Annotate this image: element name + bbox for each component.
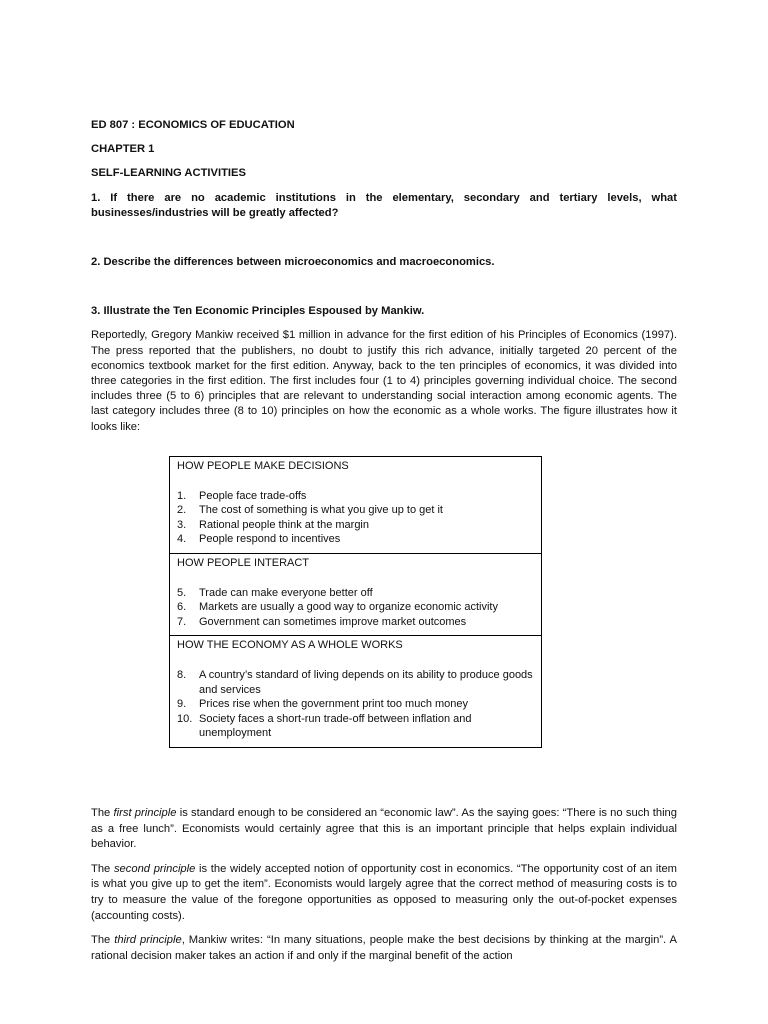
item-number: 3. (177, 518, 187, 531)
document-header (91, 118, 677, 435)
list-item (177, 712, 535, 741)
principles-table (169, 456, 542, 748)
section-heading: HOW PEOPLE INTERACT (177, 556, 310, 569)
paragraph-second-principle (91, 862, 677, 924)
item-text: Government can sometimes improve market outcomes (199, 615, 467, 628)
item-text: People face trade-offs (199, 489, 307, 502)
list-item (177, 586, 535, 601)
item-number: 7. (177, 615, 187, 628)
question-3: 3. Illustrate the Ten Economic Principles Espoused by Mankiw. (91, 305, 425, 318)
emphasis-second-principle: second principle (113, 862, 196, 875)
list-item (177, 532, 535, 547)
item-text: Prices rise when the government print too much money (199, 698, 469, 711)
question-1: 1. If there are no academic institutions in the elementary, secondary and tertiary levels, what businesses/industries will be greatly affected? (91, 191, 677, 219)
principles-discussion (91, 806, 677, 973)
emphasis-third-principle: third principle (114, 934, 182, 947)
text-run: , Mankiw writes: “In many situations, people make the best decisions by thinking at the margin”. A rational decision maker takes an action if and only if the marginal benefit of the action (91, 934, 677, 962)
item-number: 9. (177, 698, 187, 711)
paragraph-first-principle (91, 806, 677, 853)
list-item (177, 615, 535, 630)
section-title: SELF-LEARNING ACTIVITIES (91, 167, 246, 180)
chapter-title: CHAPTER 1 (91, 143, 155, 156)
course-title: ED 807 : ECONOMICS OF EDUCATION (91, 119, 295, 131)
text-run: The (91, 862, 114, 875)
emphasis-first-principle: first principle (113, 807, 177, 819)
list-item (177, 489, 535, 504)
question-2: 2. Describe the differences between microeconomics and macroeconomics. (91, 256, 495, 269)
item-text: The cost of something is what you give up to get it (199, 504, 443, 517)
item-number: 6. (177, 601, 187, 614)
intro-paragraph: Reportedly, Gregory Mankiw received $1 million in advance for the first edition of his Principles of Economics (1997). The press reported that the publishers, no doubt to justify this rich advance, initially targeted 20 percent of the economics textbook market for the first edition. Anyway, back to the ten principles of economics, it was divided into three categories in the first edition. The first includes four (1 to 4) principles governing individual choice. The second includes three (5 to 6) principles that are relevant to understanding social interaction among economic agents. The last category includes three (8 to 10) principles on how the economic as a whole works. The figure illustrates how it looks like: (91, 329, 677, 433)
list-item (177, 503, 535, 518)
paragraph-third-principle (91, 933, 677, 964)
section-heading: HOW PEOPLE MAKE DECISIONS (177, 460, 349, 472)
list-item (177, 697, 535, 712)
item-text: Rational people think at the margin (199, 518, 369, 531)
item-number: 4. (177, 533, 187, 546)
item-number: 5. (177, 586, 187, 599)
list-item (177, 518, 535, 533)
principles-section (170, 457, 541, 554)
item-text: Society faces a short-run trade-off between inflation and unemployment (199, 712, 472, 740)
text-run: The (91, 807, 114, 819)
item-text: Markets are usually a good way to organize economic activity (199, 601, 498, 614)
section-heading: HOW THE ECONOMY AS A WHOLE WORKS (177, 639, 403, 652)
item-text: Trade can make everyone better off (199, 586, 373, 599)
item-number: 1. (177, 489, 187, 502)
item-text: People respond to incentives (199, 533, 341, 546)
text-run: is standard enough to be considered an “economic law”. As the saying goes: “There is no such thing as a free lunch”. Economists would certainly agree that this is an important principle that helps explain individual behavior. (91, 807, 678, 851)
text-run: is the widely accepted notion of opportunity cost in economics. “The opportunity cost of an item is what you give up to get the item”. Economists would largely agree that the correct method of measuring costs is to try to measure the value of the foregone opportunities as opposed to measuring only the out-of-pocket expenses (accounting costs). (91, 862, 677, 922)
principles-section (170, 554, 541, 636)
principles-section (170, 636, 541, 747)
list-item (177, 600, 535, 615)
item-text: A country’s standard of living depends on its ability to produce goods and services (199, 668, 533, 696)
item-number: 2. (177, 504, 187, 517)
item-number: 8. (177, 668, 187, 681)
text-run: The (91, 934, 115, 947)
list-item (177, 668, 535, 697)
item-number: 10. (177, 712, 193, 725)
